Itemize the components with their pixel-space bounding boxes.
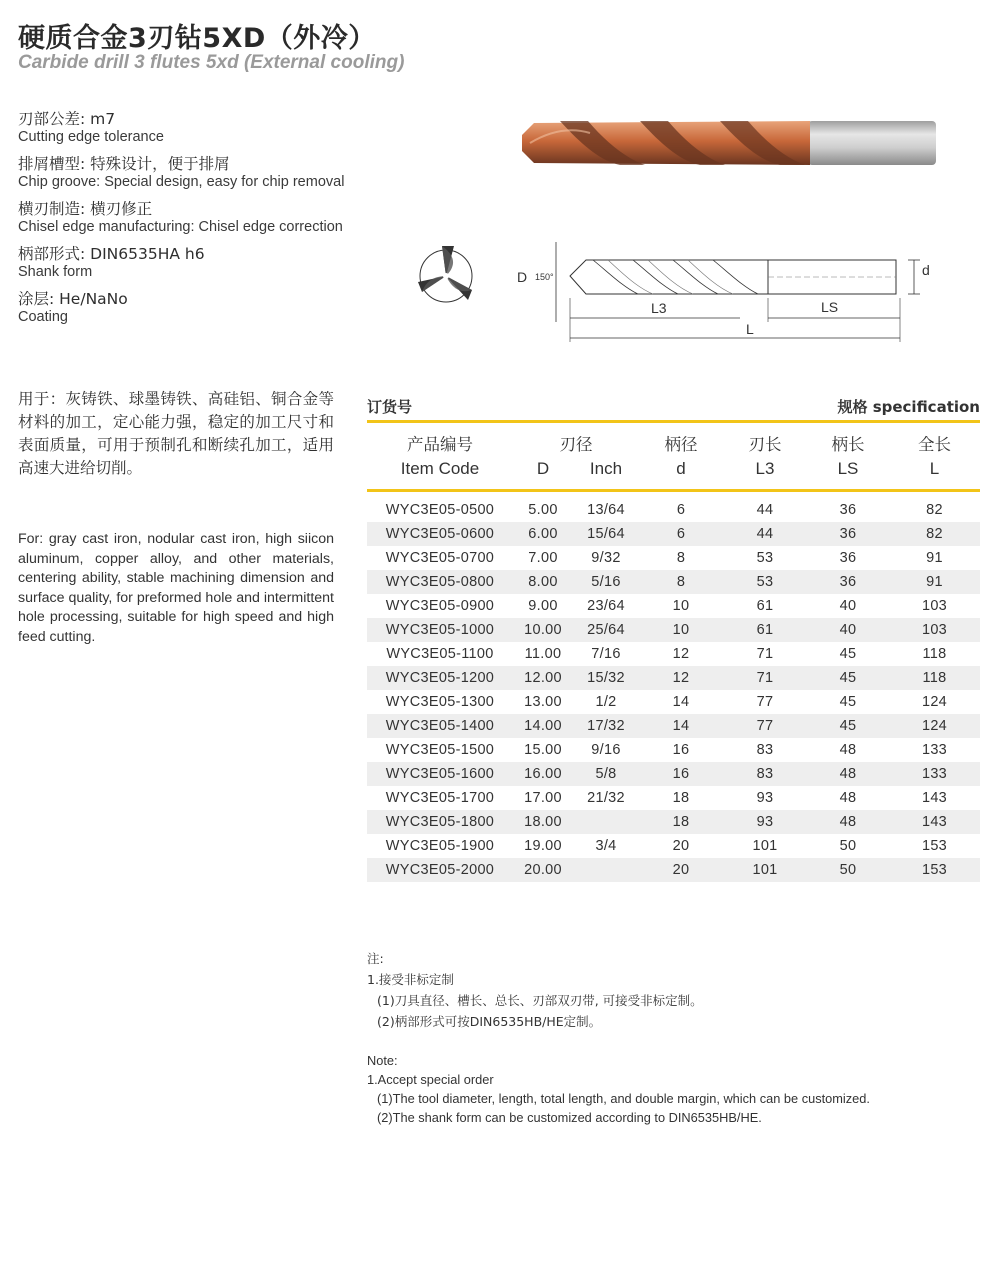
table-cell: 18: [639, 810, 723, 834]
table-cell: 82: [889, 522, 980, 546]
table-cell: 20.00: [513, 858, 573, 882]
page-title: 硬质合金3刃钻5XD（外冷）: [18, 23, 376, 54]
table-cell: 8: [639, 570, 723, 594]
table-cell: 118: [922, 646, 947, 662]
table-cell: 143: [921, 790, 948, 806]
table-cell: WYC3E05-1400: [367, 714, 513, 738]
table-cell: 12: [639, 666, 723, 690]
table-cell: 77: [756, 694, 774, 710]
table-cell: 14: [672, 694, 690, 710]
header-shank-length-cn: 柄长: [831, 435, 865, 454]
properties-list: [18, 110, 388, 335]
table-cell: 6: [639, 522, 723, 546]
table-row: [367, 834, 980, 858]
table-cell: 101: [723, 858, 807, 882]
table-row: [367, 570, 980, 594]
table-cell: 16: [639, 762, 723, 786]
notes-title-cn: 注:: [367, 951, 384, 966]
header-item-code-cn: 产品编号: [407, 435, 473, 454]
table-cell: 45: [807, 714, 889, 738]
table-cell: WYC3E05-1300: [385, 694, 495, 710]
table-cell: WYC3E05-1700: [385, 790, 495, 806]
table-cell: [573, 810, 639, 834]
table-cell: 12.00: [513, 666, 573, 690]
table-cell: 12: [672, 646, 690, 662]
diagram-label-shank-d: d: [922, 262, 930, 278]
property-label-cn: 柄部形式: DIN6535HA h6: [18, 245, 205, 263]
table-cell: 61: [756, 598, 774, 614]
table-cell: 143: [889, 810, 980, 834]
table-cell: WYC3E05-0600: [367, 522, 513, 546]
table-cell: 71: [723, 666, 807, 690]
notes-line-en: (1)The tool diameter, length, total length, and double margin, which can be customized.: [377, 1091, 870, 1106]
table-cell: 7/16: [591, 646, 621, 662]
table-row: [367, 546, 980, 570]
table-cell: 93: [756, 790, 774, 806]
property-chip-groove: [18, 155, 388, 191]
table-row: [367, 762, 980, 786]
table-cell: 153: [889, 858, 980, 882]
table-cell: 44: [756, 502, 774, 518]
usage-description-cn: 用于：灰铸铁、球墨铸铁、高硅铝、铜合金等材料的加工，定心能力强，稳定的加工尺寸和表面质量，可用于预制孔和断续孔加工，适用高速大进给切削。: [18, 390, 334, 477]
table-cell: 9/16: [591, 742, 621, 758]
table-cell: 7.00: [528, 550, 558, 566]
header-shank-d: d: [676, 459, 686, 478]
diagram-label-l3: L3: [651, 300, 667, 316]
table-cell: 25/64: [573, 618, 639, 642]
header-overall-length-cn: 全长: [918, 435, 951, 454]
usage-description-en: For: gray cast iron, nodular cast iron, high siicon aluminum, copper alloy, and other materials, centering ability, stable machining dimension and surface quality, for preformed hole and intermittent hole processing, suitable for high speed and high feed cutting.: [18, 531, 334, 645]
property-label-cn: 排屑槽型: 特殊设计，便于排屑: [18, 155, 230, 173]
table-cell: 153: [921, 838, 948, 854]
table-row: [367, 714, 980, 738]
table-cell: 10: [672, 598, 690, 614]
table-cell: WYC3E05-0800: [367, 570, 513, 594]
table-row: [367, 858, 980, 882]
table-cell: 9.00: [528, 598, 558, 614]
table-cell: WYC3E05-1900: [385, 838, 495, 854]
notes-line-en: (2)The shank form can be customized according to DIN6535HB/HE.: [377, 1110, 762, 1125]
property-coating: [18, 290, 388, 326]
diagram-label-ls: LS: [821, 299, 839, 315]
table-cell: 18: [672, 790, 690, 806]
table-cell: 5.00: [528, 502, 558, 518]
table-cell: 19.00: [524, 838, 562, 854]
table-cell: 10.00: [513, 618, 573, 642]
table-cell: 20: [672, 838, 690, 854]
table-cell: WYC3E05-0500: [385, 502, 495, 518]
property-chisel-edge: [18, 200, 388, 236]
header-item-code: Item Code: [400, 459, 480, 478]
table-cell: 124: [889, 714, 980, 738]
drill-photo: [520, 113, 940, 173]
table-cell: WYC3E05-1800: [367, 810, 513, 834]
table-cell: 5/8: [573, 762, 639, 786]
table-cell: 48: [839, 742, 857, 758]
table-cell: WYC3E05-1600: [367, 762, 513, 786]
table-cell: WYC3E05-1000: [367, 618, 513, 642]
table-cell: 23/64: [587, 598, 625, 614]
property-tolerance: [18, 110, 388, 146]
table-cell: 45: [839, 694, 857, 710]
table-cell: 124: [921, 694, 948, 710]
property-shank-form: [18, 245, 388, 281]
property-label-cn: 横刃制造: 横刃修正: [18, 200, 153, 218]
diagram-label-angle: 150°: [535, 272, 554, 282]
table-cell: 13.00: [524, 694, 562, 710]
table-cell: 15/64: [573, 522, 639, 546]
table-cell: 36: [807, 522, 889, 546]
table-cell: 20: [639, 858, 723, 882]
table-cell: 40: [807, 618, 889, 642]
order-code-label: 订货号: [367, 398, 413, 416]
table-cell: 11.00: [524, 646, 562, 662]
table-cell: 14.00: [513, 714, 573, 738]
property-label-en: Coating: [18, 309, 68, 325]
table-cell: 48: [807, 810, 889, 834]
table-cell: 15/32: [573, 666, 639, 690]
table-row: [367, 666, 980, 690]
table-cell: 48: [839, 790, 857, 806]
table-cell: 44: [723, 522, 807, 546]
header-d: D: [536, 459, 550, 478]
table-cell: 14: [639, 714, 723, 738]
table-cell: 103: [921, 598, 948, 614]
header-diameter-cn: 刃径: [559, 435, 593, 454]
table-cell: 18.00: [513, 810, 573, 834]
table-cell: 82: [926, 502, 943, 518]
table-cell: 133: [921, 742, 948, 758]
table-cell: 16: [672, 742, 690, 758]
header-divider: [367, 483, 980, 491]
table-cell: 50: [839, 838, 857, 854]
table-cell: 45: [839, 646, 857, 662]
table-cell: 17.00: [524, 790, 562, 806]
table-cell: 71: [756, 646, 774, 662]
property-label-cn: 涂层: He/NaNo: [18, 290, 128, 308]
specification-label: 规格 specification: [837, 398, 980, 416]
header-l: L: [929, 459, 940, 478]
table-cell: 10: [639, 618, 723, 642]
table-header-cn: [367, 427, 980, 455]
property-label-en: Chisel edge manufacturing: Chisel edge correction: [18, 219, 343, 235]
table-row: [367, 810, 980, 834]
table-cell: WYC3E05-1500: [385, 742, 495, 758]
table-cell: 8: [676, 550, 686, 566]
table-cell: 40: [839, 598, 857, 614]
table-cell: 13/64: [587, 502, 625, 518]
table-row: [367, 618, 980, 642]
table-cell: 48: [807, 762, 889, 786]
notes-line-cn: 1.接受非标定制: [367, 972, 454, 987]
table-row: [367, 690, 980, 714]
drill-diagram: [408, 232, 938, 352]
notes-line-cn: (1)刀具直径、槽长、总长、刃部双刃带, 可接受非标定制。: [377, 993, 703, 1008]
table-cell: 9/32: [591, 550, 621, 566]
table-cell: [573, 858, 639, 882]
table-cell: WYC3E05-1200: [367, 666, 513, 690]
table-cell: WYC3E05-0700: [385, 550, 495, 566]
table-cell: 17/32: [573, 714, 639, 738]
table-cell: 21/32: [587, 790, 625, 806]
table-cell: 5/16: [573, 570, 639, 594]
notes-title-en: Note:: [367, 1053, 398, 1068]
table-cell: 8.00: [513, 570, 573, 594]
table-cell: 103: [889, 618, 980, 642]
table-cell: 1/2: [595, 694, 617, 710]
notes-cn: [367, 948, 703, 1032]
header-l3: L3: [755, 459, 775, 478]
header-inch: Inch: [589, 459, 623, 478]
diagram-label-l: L: [746, 321, 754, 337]
property-label-cn: 刃部公差: m7: [18, 110, 116, 128]
table-cell: 6: [676, 502, 686, 518]
table-cell: 53: [756, 550, 774, 566]
table-cell: 50: [807, 858, 889, 882]
table-row: [367, 498, 980, 522]
table-cell: 45: [807, 666, 889, 690]
table-cell: 133: [889, 762, 980, 786]
table-cell: 36: [839, 502, 857, 518]
table-cell: 6.00: [513, 522, 573, 546]
property-label-en: Chip groove: Special design, easy for chip removal: [18, 174, 345, 190]
table-cell: WYC3E05-1100: [386, 646, 494, 662]
order-header: [367, 396, 980, 423]
cross-section-icon: [418, 246, 472, 302]
table-row: [367, 642, 980, 666]
table-cell: 3/4: [595, 838, 617, 854]
table-row: [367, 786, 980, 810]
table-cell: WYC3E05-2000: [367, 858, 513, 882]
diagram-label-d: D: [517, 269, 528, 285]
table-cell: 15.00: [524, 742, 562, 758]
table-cell: 83: [756, 742, 774, 758]
header-ls: LS: [837, 459, 859, 478]
page-subtitle: Carbide drill 3 flutes 5xd (External cooling): [18, 52, 405, 73]
table-row: [367, 522, 980, 546]
table-cell: 36: [839, 550, 857, 566]
table-cell: 16.00: [513, 762, 573, 786]
table-cell: 101: [752, 838, 778, 854]
notes-en: [367, 1051, 870, 1127]
header-shank-diameter-cn: 柄径: [664, 435, 698, 454]
property-label-en: Shank form: [18, 264, 93, 280]
header-flute-length-cn: 刃长: [748, 435, 782, 454]
property-label-en: Cutting edge tolerance: [18, 129, 164, 145]
table-cell: 36: [807, 570, 889, 594]
table-cell: WYC3E05-0900: [385, 598, 495, 614]
notes-line-en: 1.Accept special order: [367, 1072, 494, 1087]
spec-table: [367, 427, 980, 882]
table-body: [367, 498, 980, 882]
table-cell: 91: [889, 570, 980, 594]
table-cell: 77: [723, 714, 807, 738]
table-cell: 53: [723, 570, 807, 594]
table-row: [367, 738, 980, 762]
table-cell: 91: [926, 550, 943, 566]
table-row: [367, 594, 980, 618]
table-header-en: [367, 455, 980, 483]
table-cell: 118: [889, 666, 980, 690]
notes-line-cn: (2)柄部形式可按DIN6535HB/HE定制。: [377, 1014, 602, 1029]
table-cell: 61: [723, 618, 807, 642]
table-cell: 93: [723, 810, 807, 834]
table-cell: 83: [723, 762, 807, 786]
